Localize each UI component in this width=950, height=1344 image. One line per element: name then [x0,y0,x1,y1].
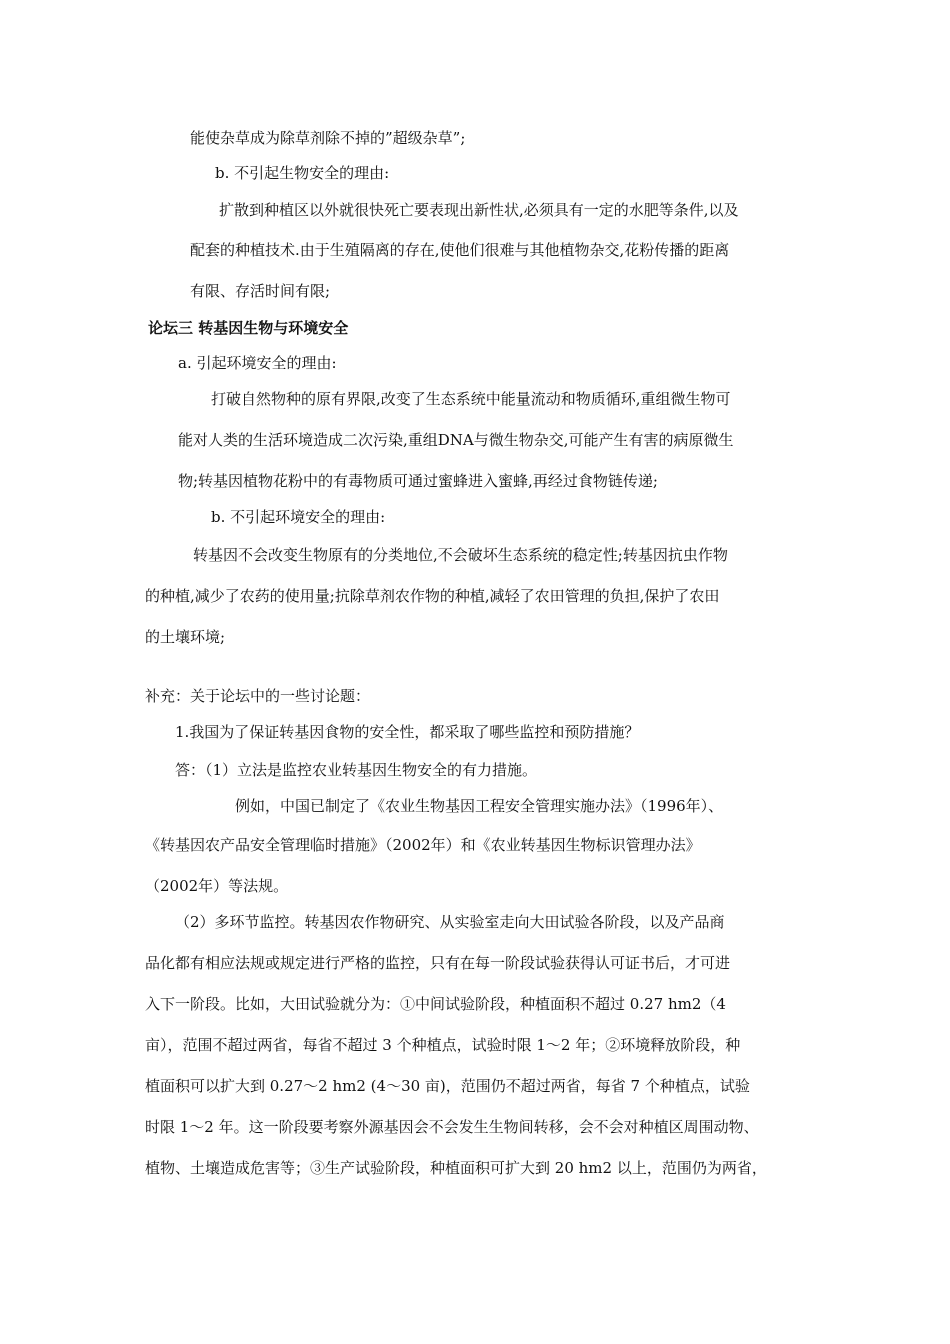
text-line: 有限、存活时间有限; [190,282,331,300]
text-line: 答：（1）立法是监控农业转基因生物安全的有力措施。 [175,761,538,779]
text-line: 植面积可以扩大到 0.27～2 hm2 (4～30 亩)，范围仍不超过两省，每省 7 个种植点，试验 [145,1077,750,1095]
text-line: 打破自然物种的原有界限,改变了生态系统中能量流动和物质循环,重组微生物可 [211,390,731,408]
text-line: b. 不引起环境安全的理由: [211,508,386,526]
text-line: 亩），范围不超过两省，每省不超过 3 个种植点，试验时限 1～2 年；②环境释放阶段，种 [145,1036,741,1054]
text-line: a. 引起环境安全的理由: [178,354,337,372]
text-line: 能对人类的生活环境造成二次污染,重组DNA与微生物杂交,可能产生有害的病原微生 [178,431,734,449]
text-line: 能使杂草成为除草剂除不掉的”超级杂草”; [190,129,466,147]
text-line: 植物、土壤造成危害等；③生产试验阶段，种植面积可扩大到 20 hm2 以上，范围仍为两省， [145,1159,767,1177]
text-line: 的种植,减少了农药的使用量;抗除草剂农作物的种植,减轻了农田管理的负担,保护了农田 [145,587,720,605]
text-line: 入下一阶段。比如，大田试验就分为：①中间试验阶段，种植面积不超过 0.27 hm2（4 [145,995,726,1013]
text-line: 补充：关于论坛中的一些讨论题： [145,687,371,705]
text-line: 物;转基因植物花粉中的有毒物质可通过蜜蜂进入蜜蜂,再经过食物链传递; [178,472,658,490]
text-line: 《转基因农产品安全管理临时措施》（2002年）和《农业转基因生物标识管理办法》 [145,836,701,854]
text-line: 品化都有相应法规或规定进行严格的监控，只有在每一阶段试验获得认可证书后，才可进 [145,954,731,972]
text-line: （2002年）等法规。 [145,877,289,895]
text-line: （2）多环节监控。转基因农作物研究、从实验室走向大田试验各阶段，以及产品商 [175,913,725,931]
text-line: 的土壤环境; [145,628,226,646]
text-line: b. 不引起生物安全的理由: [215,164,390,182]
text-line: 扩散到种植区以外就很快死亡要表现出新性状,必须具有一定的水肥等条件,以及 [219,201,739,219]
text-line: 转基因不会改变生物原有的分类地位,不会破坏生态系统的稳定性;转基因抗虫作物 [193,546,728,564]
text-line: 例如，中国已制定了《农业生物基因工程安全管理实施办法》（1996年）、 [235,797,724,815]
text-line: 1.我国为了保证转基因食物的安全性，都采取了哪些监控和预防措施？ [175,723,640,741]
text-line: 配套的种植技术.由于生殖隔离的存在,使他们很难与其他植物杂交,花粉传播的距离 [190,241,730,259]
section-heading: 论坛三 转基因生物与环境安全 [148,319,349,337]
text-line: 时限 1～2 年。这一阶段要考察外源基因会不会发生生物间转移，会不会对种植区周围动物、 [145,1118,759,1136]
